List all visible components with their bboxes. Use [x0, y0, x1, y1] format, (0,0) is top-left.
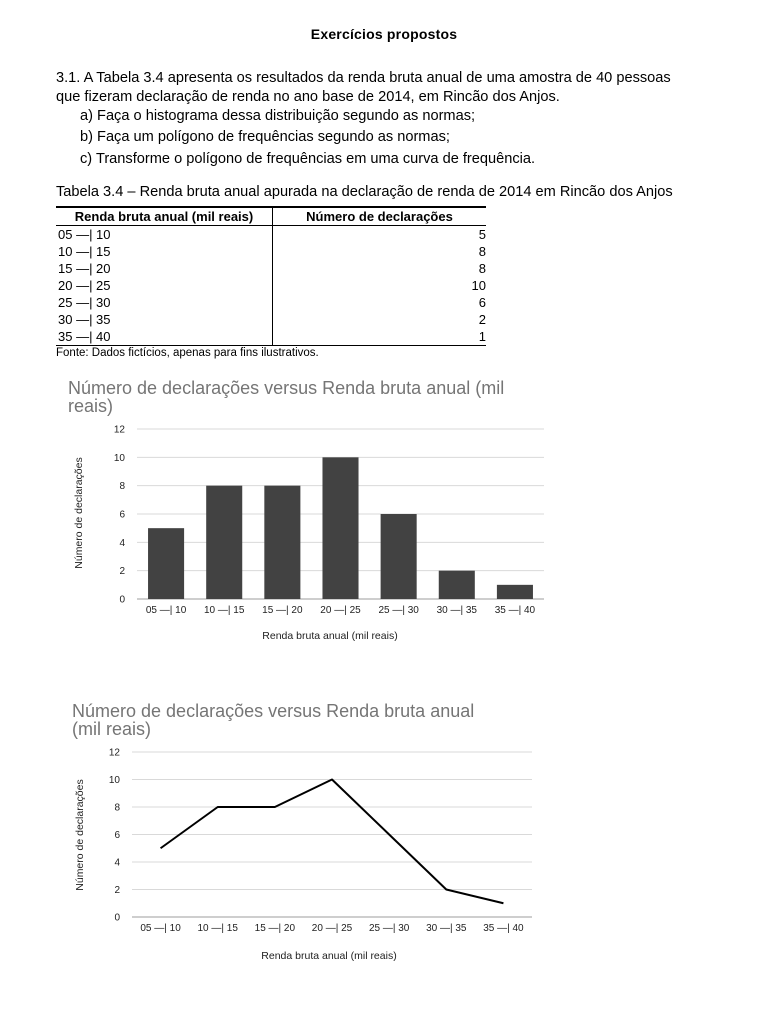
- chart-title-line-2: reais): [68, 396, 114, 416]
- y-axis-label: Número de declarações: [73, 457, 85, 569]
- y-tick-label: 12: [108, 747, 120, 759]
- y-axis-ticks: [109, 748, 121, 924]
- x-tick-label: 05 —| 10: [140, 923, 181, 934]
- income-class-cell: 25 —| 30: [56, 294, 273, 311]
- income-class-cell: 10 —| 15: [56, 243, 273, 260]
- y-tick-label: 4: [119, 537, 125, 549]
- y-tick-label: 8: [114, 802, 120, 814]
- histogram-chart: [60, 370, 550, 650]
- x-tick-label: 10 —| 15: [204, 605, 245, 616]
- income-class-cell: 20 —| 25: [56, 277, 273, 294]
- chart-title-line-1: Número de declarações versus Renda bruta anual: [72, 701, 475, 721]
- y-tick-label: 10: [113, 452, 125, 464]
- x-tick-label: 25 —| 30: [378, 605, 419, 616]
- y-tick-label: 12: [113, 424, 125, 436]
- table-row: [56, 328, 486, 346]
- x-tick-label: 10 —| 15: [197, 923, 238, 934]
- y-tick-label: 10: [108, 775, 120, 786]
- x-tick-label: 35 —| 40: [494, 605, 536, 616]
- table-row: [56, 260, 486, 277]
- x-axis-label: Renda bruta anual (mil reais): [261, 950, 397, 962]
- x-tick-label: 15 —| 20: [254, 923, 296, 934]
- y-axis-ticks: [114, 425, 126, 606]
- x-axis-label: Renda bruta anual (mil reais): [262, 630, 398, 642]
- table-row: [56, 294, 486, 311]
- frequency-table: [56, 206, 486, 346]
- x-tick-label: 30 —| 35: [426, 923, 467, 934]
- bar: [497, 585, 533, 599]
- count-cell: 5: [478, 227, 486, 242]
- income-class-cell: 35 —| 40: [56, 328, 273, 346]
- exercise-item-a: a) Faça o histograma dessa distribuição segundo as normas;: [80, 108, 476, 124]
- bar: [439, 571, 475, 599]
- chart-title-line-2: (mil reais): [72, 719, 151, 739]
- y-tick-label: 0: [119, 594, 125, 606]
- table-header-row: [56, 207, 486, 226]
- table-row: [56, 226, 486, 244]
- frequency-polygon-chart: [60, 693, 550, 973]
- count-cell: 6: [478, 295, 486, 310]
- x-tick-label: 35 —| 40: [483, 923, 524, 934]
- income-class-cell: 05 —| 10: [56, 226, 273, 244]
- count-cell: 1: [273, 328, 487, 346]
- y-axis-label: Número de declarações: [74, 779, 86, 891]
- table-caption: Tabela 3.4 – Renda bruta anual apurada na declaração de renda de 2014 em Rincão dos Anjos: [56, 184, 673, 200]
- y-tick-label: 2: [119, 566, 125, 578]
- column-header-income: Renda bruta anual (mil reais): [56, 207, 273, 226]
- x-tick-label: 05 —| 10: [145, 605, 187, 616]
- exercise-item-b: b) Faça um polígono de frequências segundo as normas;: [80, 129, 450, 145]
- count-cell: 10: [471, 278, 486, 293]
- y-tick-label: 6: [119, 509, 125, 521]
- count-cell: 8: [478, 261, 486, 276]
- y-tick-label: 0: [114, 912, 120, 924]
- bar: [322, 457, 358, 599]
- chart-gridlines: [132, 752, 532, 917]
- page-title: Exercícios propostos: [310, 26, 458, 42]
- bar: [148, 528, 184, 599]
- y-tick-label: 8: [119, 481, 125, 493]
- chart-line-series: [161, 780, 504, 904]
- column-header-count: Número de declarações: [273, 207, 487, 226]
- x-axis-ticks: [146, 605, 536, 616]
- x-tick-label: 30 —| 35: [436, 605, 477, 616]
- x-axis-ticks: [140, 923, 524, 934]
- exercise-item-c: c) Transforme o polígono de frequências em uma curva de frequência.: [80, 151, 536, 167]
- table-source-note: Fonte: Dados fictícios, apenas para fins ilustrativos.: [56, 347, 319, 359]
- count-cell: 8: [478, 244, 486, 259]
- chart-bars: [148, 457, 533, 599]
- exercise-text-line-2: que fizeram declaração de renda no ano base de 2014, em Rincão dos Anjos.: [56, 89, 560, 105]
- income-class-cell: 30 —| 35: [56, 311, 273, 328]
- x-tick-label: 15 —| 20: [262, 605, 303, 616]
- bar: [206, 486, 242, 599]
- y-tick-label: 2: [114, 885, 120, 896]
- y-tick-label: 4: [114, 857, 120, 869]
- bar: [381, 514, 417, 599]
- x-tick-label: 20 —| 25: [311, 923, 353, 934]
- table-row: [56, 277, 486, 294]
- exercise-text-line-1: 3.1. A Tabela 3.4 apresenta os resultados da renda bruta anual de uma amostra de 40 pessoas: [56, 70, 671, 86]
- table-row: [56, 243, 486, 260]
- table-row: [56, 311, 486, 328]
- chart-title-line-1: Número de declarações versus Renda bruta anual (mil: [68, 378, 505, 398]
- income-class-cell: 15 —| 20: [56, 260, 273, 277]
- x-tick-label: 25 —| 30: [368, 923, 410, 934]
- count-cell: 2: [478, 312, 486, 327]
- series-line: [161, 780, 504, 904]
- bar: [264, 486, 300, 599]
- x-tick-label: 20 —| 25: [320, 605, 361, 616]
- y-tick-label: 6: [114, 830, 120, 841]
